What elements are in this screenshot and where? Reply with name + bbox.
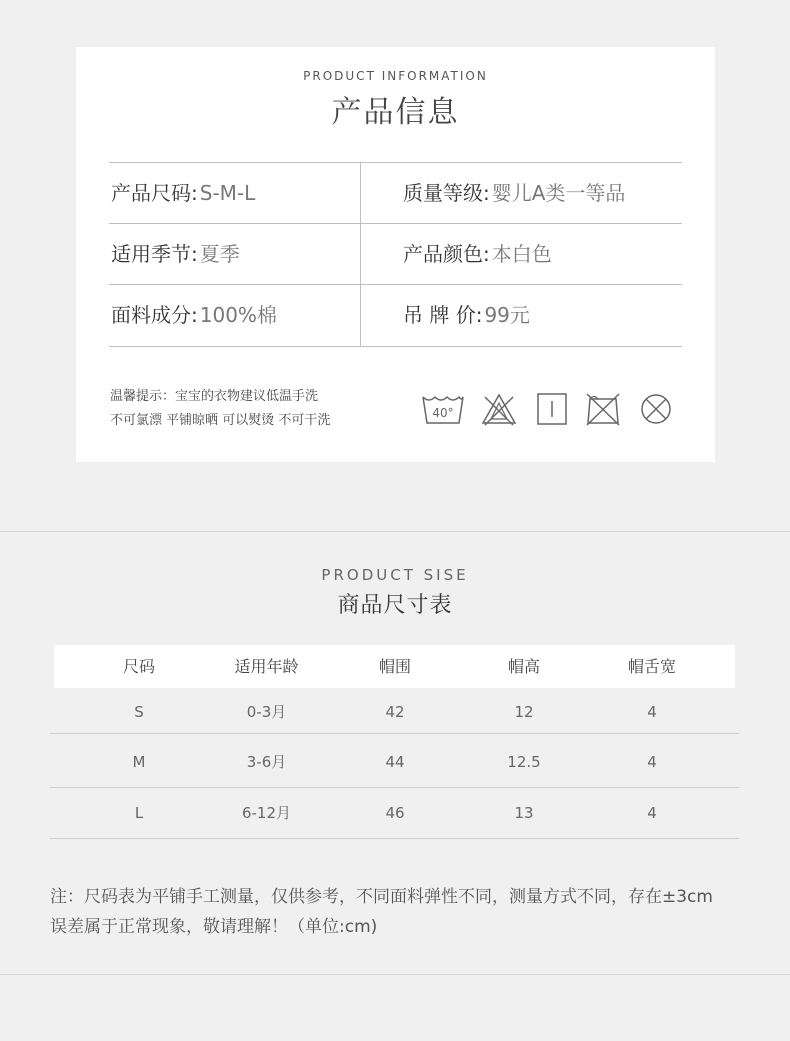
size-table-header <box>54 645 735 688</box>
header-age: 适用年龄 <box>234 657 299 676</box>
product-info-card <box>76 47 715 462</box>
cell-size: S <box>134 703 144 721</box>
section-divider <box>0 974 790 975</box>
product-info-table <box>109 162 682 347</box>
product-info-subtitle: PRODUCT INFORMATION <box>303 69 488 83</box>
cell-circumference: 42 <box>385 703 405 721</box>
info-value: 本白色 <box>491 242 552 266</box>
note-line: 误差属于正常现象，敬请理解！（单位:cm) <box>50 917 378 937</box>
no-bleach-icon <box>481 391 517 427</box>
section-divider <box>0 531 790 532</box>
size-table-subtitle: PRODUCT SISE <box>321 566 469 584</box>
cell-height: 13 <box>514 804 534 822</box>
header-height: 帽高 <box>507 657 540 676</box>
info-cell-material <box>111 285 277 345</box>
info-value: 婴儿A类一等品 <box>491 181 626 205</box>
no-tumble-dry-icon <box>584 391 622 427</box>
table-row <box>50 734 739 788</box>
cell-age: 6-12月 <box>241 804 292 822</box>
info-value: S-M-L <box>199 181 256 205</box>
care-tips-line: 温馨提示：宝宝的衣物建议低温手洗 <box>110 389 319 404</box>
cell-brim-width: 4 <box>647 703 657 721</box>
no-dry-clean-icon <box>639 391 673 427</box>
cell-height: 12.5 <box>507 753 541 771</box>
size-table-title: 商品尺寸表 <box>337 593 453 618</box>
product-info-title: 产品信息 <box>331 95 460 130</box>
info-key: 产品尺码: <box>111 181 198 205</box>
cell-age: 3-6月 <box>246 753 287 771</box>
cell-circumference: 46 <box>385 804 405 822</box>
cell-age: 0-3月 <box>246 703 287 721</box>
info-key: 产品颜色: <box>403 242 490 266</box>
info-key: 质量等级: <box>403 181 490 205</box>
measurement-note <box>50 882 750 942</box>
cell-circumference: 44 <box>385 753 405 771</box>
info-key: 吊 牌 价: <box>403 303 483 327</box>
wash-temp-label: 40° <box>432 406 454 420</box>
info-cell-color <box>403 224 552 284</box>
cell-size: L <box>134 804 144 822</box>
header-circumference: 帽围 <box>378 657 411 676</box>
info-row <box>109 224 682 285</box>
info-key: 适用季节: <box>111 242 198 266</box>
header-size: 尺码 <box>122 657 155 676</box>
table-row <box>50 688 739 734</box>
info-row <box>109 163 682 224</box>
info-cell-price <box>403 285 530 345</box>
care-tips-line: 不可氯漂 平铺晾晒 可以熨烫 不可干洗 <box>110 413 331 428</box>
info-cell-grade <box>403 163 625 223</box>
cell-brim-width: 4 <box>647 753 657 771</box>
cell-size: M <box>132 753 146 771</box>
care-icons <box>421 391 681 431</box>
info-value: 100%棉 <box>199 303 277 327</box>
info-value: 夏季 <box>199 242 240 266</box>
dry-flat-icon <box>536 391 568 427</box>
note-line: 注：尺码表为平铺手工测量，仅供参考，不同面料弹性不同，测量方式不同，存在±3cm <box>50 887 713 907</box>
wash-40-icon <box>421 391 465 427</box>
info-value: 99元 <box>484 303 530 327</box>
header-brim-width: 帽舌宽 <box>627 657 676 676</box>
care-tips <box>110 385 330 433</box>
info-cell-season <box>111 224 240 284</box>
table-row <box>50 788 739 839</box>
info-row <box>109 285 682 345</box>
info-key: 面料成分: <box>111 303 198 327</box>
cell-brim-width: 4 <box>647 804 657 822</box>
info-cell-size <box>111 163 255 223</box>
cell-height: 12 <box>514 703 534 721</box>
